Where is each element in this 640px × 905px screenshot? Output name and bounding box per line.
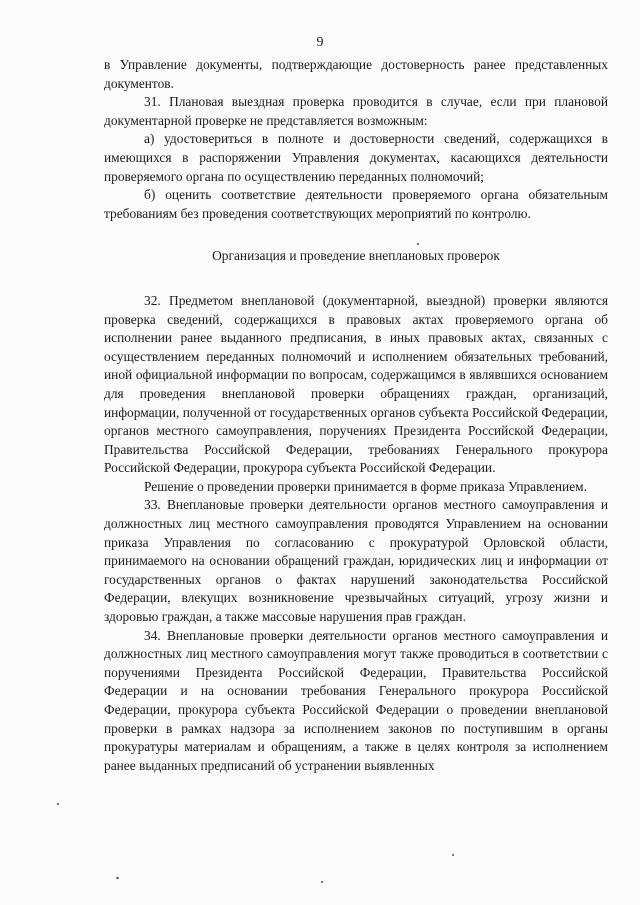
scan-speck [321, 881, 323, 883]
section-heading: Организация и проведение внеплановых проверок [212, 248, 500, 264]
scan-speck [452, 854, 454, 856]
scan-speck [417, 243, 419, 245]
paragraph-32: 32. Предметом внеплановой (документарной, выездной) проверки являются проверка сведений, содержащихся в правовых актах проверяемого органа об исполнении ранее выданного предписания, в иных правовых актах, связанных с осуществлением переданных полномочий и исполнением обязательных требований, иной официальной информации по вопросам, содержащимся в являвшихся основанием для проведения внеплановой проверки обращениях граждан, организаций, информации, полученной от государственных органов субъекта Российской Федерации, органов местного самоуправления, поручениях Президента Российской Федерации, Правительства Российской Федерации, требованиях Генерального прокурора Российской Федерации, прокурора субъекта Российской Федерации. [104, 292, 608, 476]
paragraph-34: 34. Внеплановые проверки деятельности органов местного самоуправления и должностных лиц местного самоуправления могут также проводиться в соответствии с поручениями Президента Российской Федерации, Правительства Российской Федерации и на основании требования Генерального прокурора Российской Федерации, прокурора субъекта Российской Федерации о проведении внеплановой проверки в рамках надзора за исполнением законов по поступившим в органы прокуратуры материалам и обращениям, а также в целях контроля за исполнением ранее выданных предписаний об устранении выявленных [104, 627, 608, 773]
paragraph-31-item-a: а) удостовериться в полноте и достоверности сведений, содержащихся в имеющихся в распоряжении Управления документах, касающихся деятельности проверяемого органа по осуществлению переданных полномочий; [104, 131, 608, 184]
paragraph-32-decision: Решение о проведении проверки принимается в форме приказа Управлением. [144, 478, 587, 494]
paragraph-continuation: в Управление документы, подтверждающие достоверность ранее представленных документов. [104, 57, 608, 91]
page-number: 9 [316, 35, 324, 50]
paragraph-33: 33. Внеплановые проверки деятельности органов местного самоуправления и должностных лиц местного самоуправления проводятся Управлением на основании приказа Управления по согласованию с прокуратурой Орловской области, принимаемого на основании обращений граждан, юридических лиц и информации от государственных органов о фактах нарушений законодательства Российской Федерации, влекущих возникновение чрезвычайных ситуаций, угрозу жизни и здоровью граждан, а также массовые нарушения прав граждан. [104, 497, 608, 625]
scan-speck [116, 877, 119, 879]
paragraph-31: 31. Плановая выездная проверка проводится в случае, если при плановой документарной проверке не представляется возможным: [104, 94, 608, 128]
scan-speck [57, 803, 59, 805]
document-body [104, 56, 608, 775]
paragraph-31-item-b: б) оценить соответствие деятельности проверяемого органа обязательным требованиям без проведения соответствующих мероприятий по контролю. [104, 187, 608, 221]
